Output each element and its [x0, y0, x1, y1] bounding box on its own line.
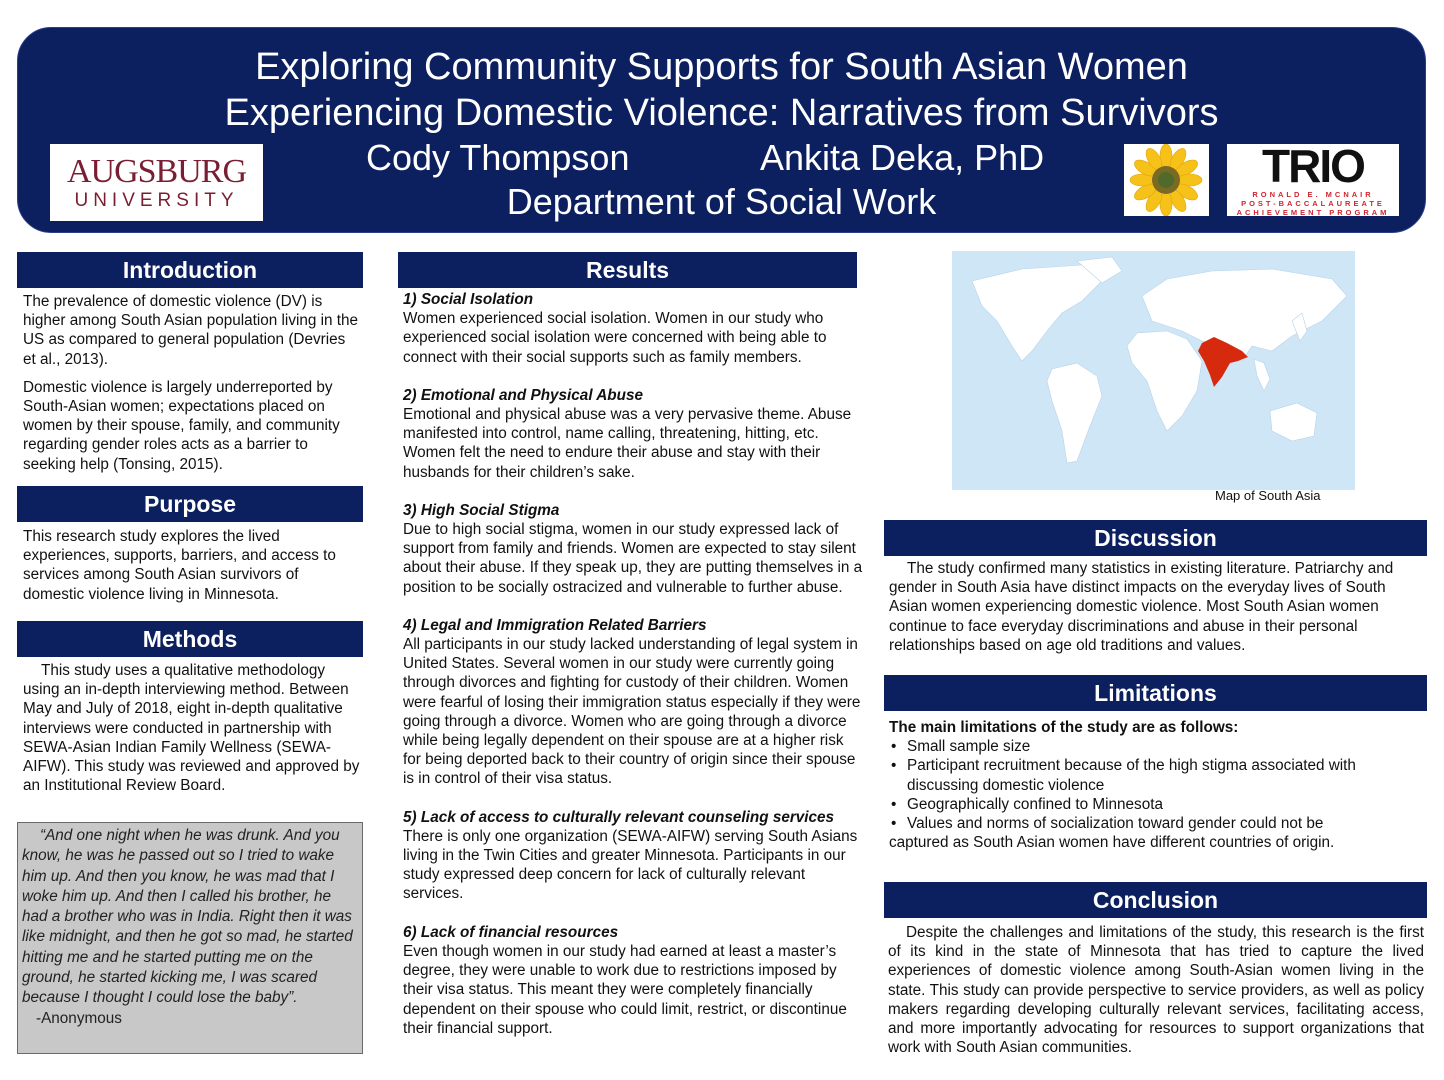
result-title [403, 501, 863, 520]
list-item: • Small sample size [889, 737, 1423, 756]
result-text: Emotional and physical abuse was a very pervasive theme. Abuse manifested into control, name calling, threatening, hitting, etc. Women felt the need to endure their abuse and stay with their husbands for their children’s sake. [403, 406, 852, 481]
author-name: Ankita Deka, PhD [760, 137, 1045, 178]
result-title [403, 923, 863, 942]
survivor-quote [17, 822, 363, 1054]
department: Department of Social Work [506, 181, 937, 222]
result-text: All participants in our study lacked understanding of legal system in United States. Several women in our study were currently going through divorces and fighting for custody of their children. Women were fearful of losing their immigration status especially if they were going through a divorce. Women who are going through a divorce while being legally dependent on their spouse are at a higher risk for being deported back to their country of origin since their spouse is in control of their visa status. [403, 636, 861, 788]
result-number: 5) [403, 808, 417, 826]
list-item: • Participant recruitment because of the high stigma associated with discussing domestic violence [889, 756, 1423, 794]
result-text: Even though women in our study had earned at least a master’s degree, they were unable to work due to restrictions imposed by their visa status. This meant they were completely financially dependent on their spouse who could limit, restrict, or discontinue their financial support. [403, 942, 847, 1037]
trio-logo-text: TRIO [1262, 140, 1364, 192]
methods-body: This study uses a qualitative methodology using an in-depth interviewing method. Between May and July of 2018, eight in-depth qualitative interviews were conducted in partnership with SEWA-Asian Indian Family Wellness (SEWA-AIFW). This study was reviewed and approved by an Institutional Review Board. [23, 662, 360, 795]
sunflower-icon [1124, 144, 1209, 216]
limitations-body [889, 718, 1423, 852]
result-number: 3) [403, 501, 417, 519]
sewa-sunflower-logo [1124, 144, 1209, 216]
introduction-paragraph: Domestic violence is largely underreported by South-Asian women; expectations placed on women by their spouse, family, and community regarding gender roles acts as a barrier to seeking help (Tonsing, 2015). [23, 378, 340, 473]
results-body [403, 290, 863, 1057]
trio-line: POST-BACCALAUREATE [1241, 199, 1385, 208]
author-name: Cody Thompson [366, 137, 630, 178]
result-item [403, 808, 863, 904]
result-title-text: High Social Stigma [420, 501, 560, 519]
list-item: • Geographically confined to Minnesota [889, 795, 1423, 814]
trio-line: ACHIEVEMENT PROGRAM [1236, 208, 1390, 217]
result-item [403, 616, 863, 789]
poster-title-line1: Exploring Community Supports for South Asian Women [255, 46, 1188, 88]
limitations-tail: captured as South Asian women have different countries of origin. [889, 834, 1335, 852]
introduction-paragraph: The prevalence of domestic violence (DV) is higher among South Asian population living in the US as compared to general population (Devries et al., 2013). [23, 293, 359, 368]
purpose-body: This research study explores the lived experiences, supports, barriers, and access to services among South Asian survivors of domestic violence living in Minnesota. [23, 528, 336, 603]
poster-header [17, 27, 1426, 233]
result-text: Women experienced social isolation. Women in our study who experienced social isolation were concerned with being able to connect with their social supports such as family members. [403, 310, 827, 366]
augsburg-logo-text: AUGSBURG [66, 153, 247, 190]
result-title [403, 290, 863, 309]
result-title-text: Lack of financial resources [420, 923, 619, 941]
limitations-heading: Limitations [884, 675, 1427, 711]
south-asia-map [952, 251, 1355, 490]
result-number: 6) [403, 923, 417, 941]
conclusion-body: Despite the challenges and limitations of the study, this research is the first of its kind in the state of Minnesota that has tried to capture the lived experiences of domestic violence among South-Asian women living in the state. This study can provide perspective to service providers, as well as policy makers regarding developing culturally relevant services, facilitating access, and more importantly advocating for resources to support organizations that work with South Asian communities. [888, 924, 1424, 1057]
trio-logo-subtext [1227, 190, 1399, 217]
result-item [403, 501, 863, 597]
introduction-heading: Introduction [17, 252, 363, 288]
augsburg-logo [50, 144, 263, 221]
list-item: • Values and norms of socialization toward gender could not be [889, 814, 1423, 833]
result-title [403, 386, 863, 405]
result-title-text: Social Isolation [420, 291, 534, 308]
result-item [403, 290, 863, 367]
world-map-graphic [952, 251, 1355, 490]
result-title-text: Emotional and Physical Abuse [420, 386, 644, 404]
result-item [403, 386, 863, 482]
trio-mcnair-logo [1227, 140, 1399, 217]
introduction-body [23, 292, 361, 483]
map-caption: Map of South Asia [1215, 488, 1321, 503]
poster-title-line2: Experiencing Domestic Violence: Narratives from Survivors [224, 92, 1219, 134]
limitations-intro: The main limitations of the study are as follows: [889, 719, 1239, 736]
results-heading: Results [398, 252, 857, 288]
result-text: Due to high social stigma, women in our study expressed lack of support from family and friends. Women are expected to stay silent about their abuse. If they speak up, they are putting themselves in a position to be socially ostracized and vulnerable to further abuse. [403, 521, 863, 596]
result-number: 1) [403, 291, 417, 308]
limitations-list [889, 737, 1423, 833]
trio-line: RONALD E. MCNAIR [1252, 190, 1374, 199]
augsburg-logo-subtext: UNIVERSITY [74, 190, 239, 211]
discussion-body: The study confirmed many statistics in existing literature. Patriarchy and gender in South Asia have distinct impacts on the everyday lives of South Asian women experiencing domestic violence. Most South Asian women continue to face everyday discriminations and abuse in their personal relationships based on age old traditions and values. [889, 560, 1394, 654]
discussion-heading: Discussion [884, 520, 1427, 556]
result-title [403, 808, 863, 827]
result-text: There is only one organization (SEWA-AIFW) serving South Asians living in the Twin Cities and greater Minnesota. Participants in our study expressed deep concern for lack of culturally relevant services. [403, 827, 858, 903]
result-title-text: Lack of access to culturally relevant counseling services [420, 808, 835, 826]
result-title [403, 616, 863, 635]
result-item [403, 923, 863, 1038]
result-number: 2) [403, 386, 417, 404]
purpose-heading: Purpose [17, 486, 363, 522]
result-title-text: Legal and Immigration Related Barriers [420, 616, 707, 634]
quote-text: “And one night when he was drunk. And you know, he was he passed out so I tried to wake him up. And then you know, he was mad that I woke him up. And then I called his brother, he had a brother who was in India. Right then it was like midnight, and then he got so mad, he started hitting me and he started putting me on the ground, he started kicking me, I was scared because I thought I could lose the baby”. [22, 827, 353, 1007]
conclusion-heading: Conclusion [884, 882, 1427, 918]
result-number: 4) [403, 616, 417, 634]
methods-heading: Methods [17, 621, 363, 657]
quote-attribution: -Anonymous [36, 1009, 122, 1027]
